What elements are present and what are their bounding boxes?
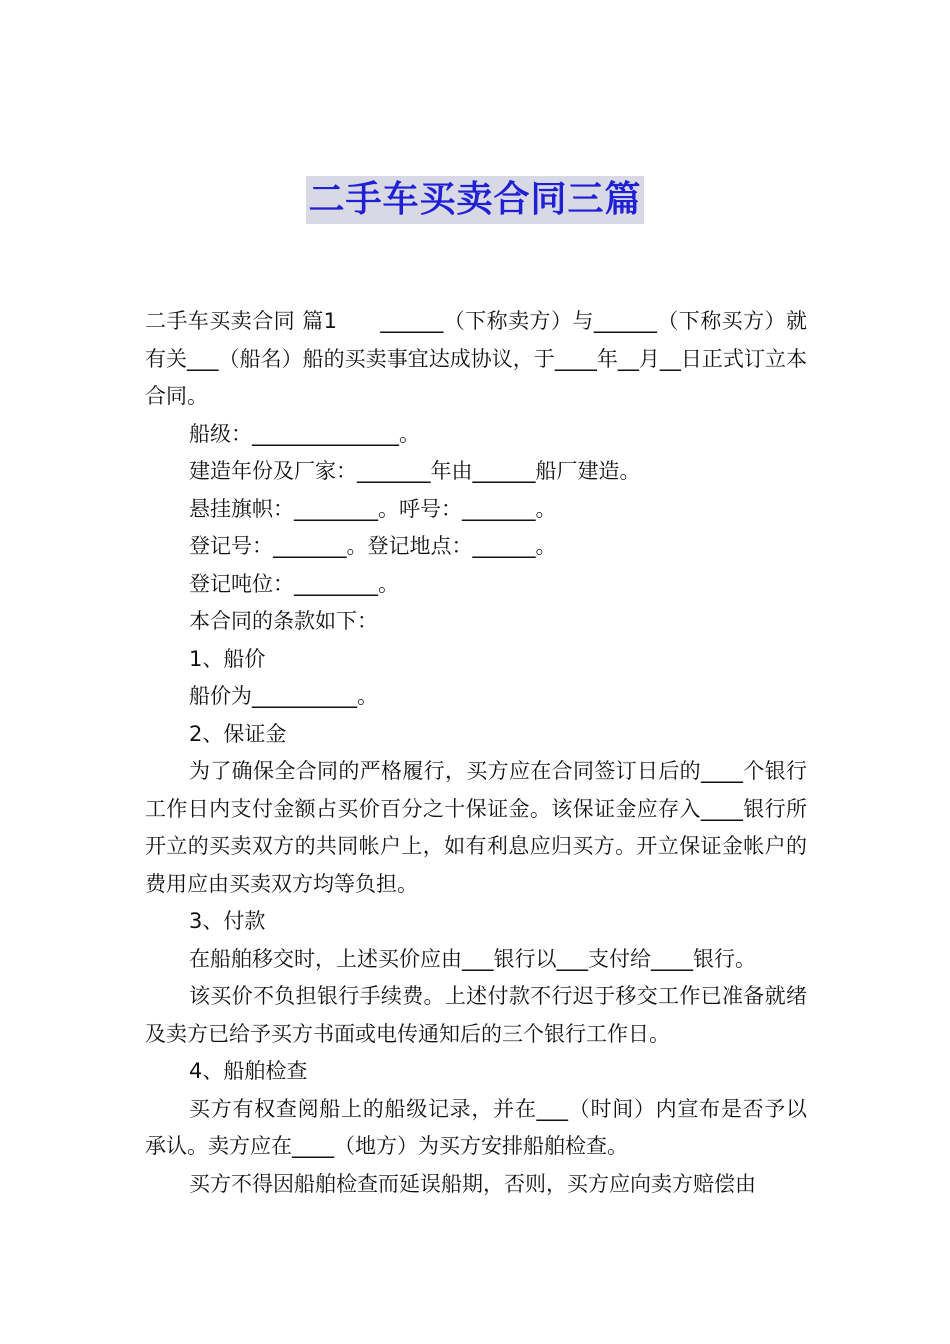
paragraph-intro: 二手车买卖合同 篇1 ______（下称卖方）与______（下称买方）就有关___（船名）船的买卖事宜达成协议，于____年__月__日正式订立本合同。 (145, 309, 807, 408)
document-body (145, 303, 807, 1203)
paragraph-inspection-1: 买方有权查阅船上的船级记录，并在___（时间）内宣布是否予以承认。卖方应在____（地方）为买方安排船舶检查。 (145, 1096, 807, 1158)
paragraph-payment-1: 在船舶移交时，上述买价应由___银行以___支付给____银行。 (189, 946, 756, 971)
paragraph-price: 船价为__________。 (189, 684, 378, 708)
paragraph-ship-class: 船级：______________。 (189, 421, 420, 446)
paragraph-deposit: 为了确保全合同的严格履行，买方应在合同签订日后的____个银行工作日内支付金额占买价百分之十保证金。该保证金应存入____银行所开立的买卖双方的共同帐户上，如有利息应归买方。开立保证金帐户的费用应由买卖双方均等负担。 (145, 759, 807, 896)
paragraph-build-year: 建造年份及厂家：_______年由______船厂建造。 (189, 459, 641, 483)
section-heading-payment: 3、付款 (189, 909, 266, 933)
paragraph-tonnage: 登记吨位：________。 (189, 571, 399, 596)
section-heading-deposit: 2、保证金 (189, 721, 287, 746)
section-heading-inspection: 4、船舶检查 (189, 1059, 308, 1083)
document-title-wrap (0, 176, 950, 224)
paragraph-payment-2: 该买价不负担银行手续费。上述付款不行迟于移交工作已准备就绪及卖方已给予买方书面或电传通知后的三个银行工作日。 (145, 984, 807, 1046)
paragraph-terms-intro: 本合同的条款如下： (189, 609, 378, 633)
document-title: 二手车买卖合同三篇 (306, 176, 643, 224)
section-heading-price: 1、船价 (189, 646, 266, 671)
paragraph-registration: 登记号：_______。登记地点：______。 (189, 534, 557, 558)
paragraph-flag-callsign: 悬挂旗帜：________。呼号：_______。 (189, 496, 557, 521)
paragraph-inspection-2: 买方不得因船舶检查而延误船期，否则，买方应向卖方赔偿由 (189, 1171, 756, 1196)
